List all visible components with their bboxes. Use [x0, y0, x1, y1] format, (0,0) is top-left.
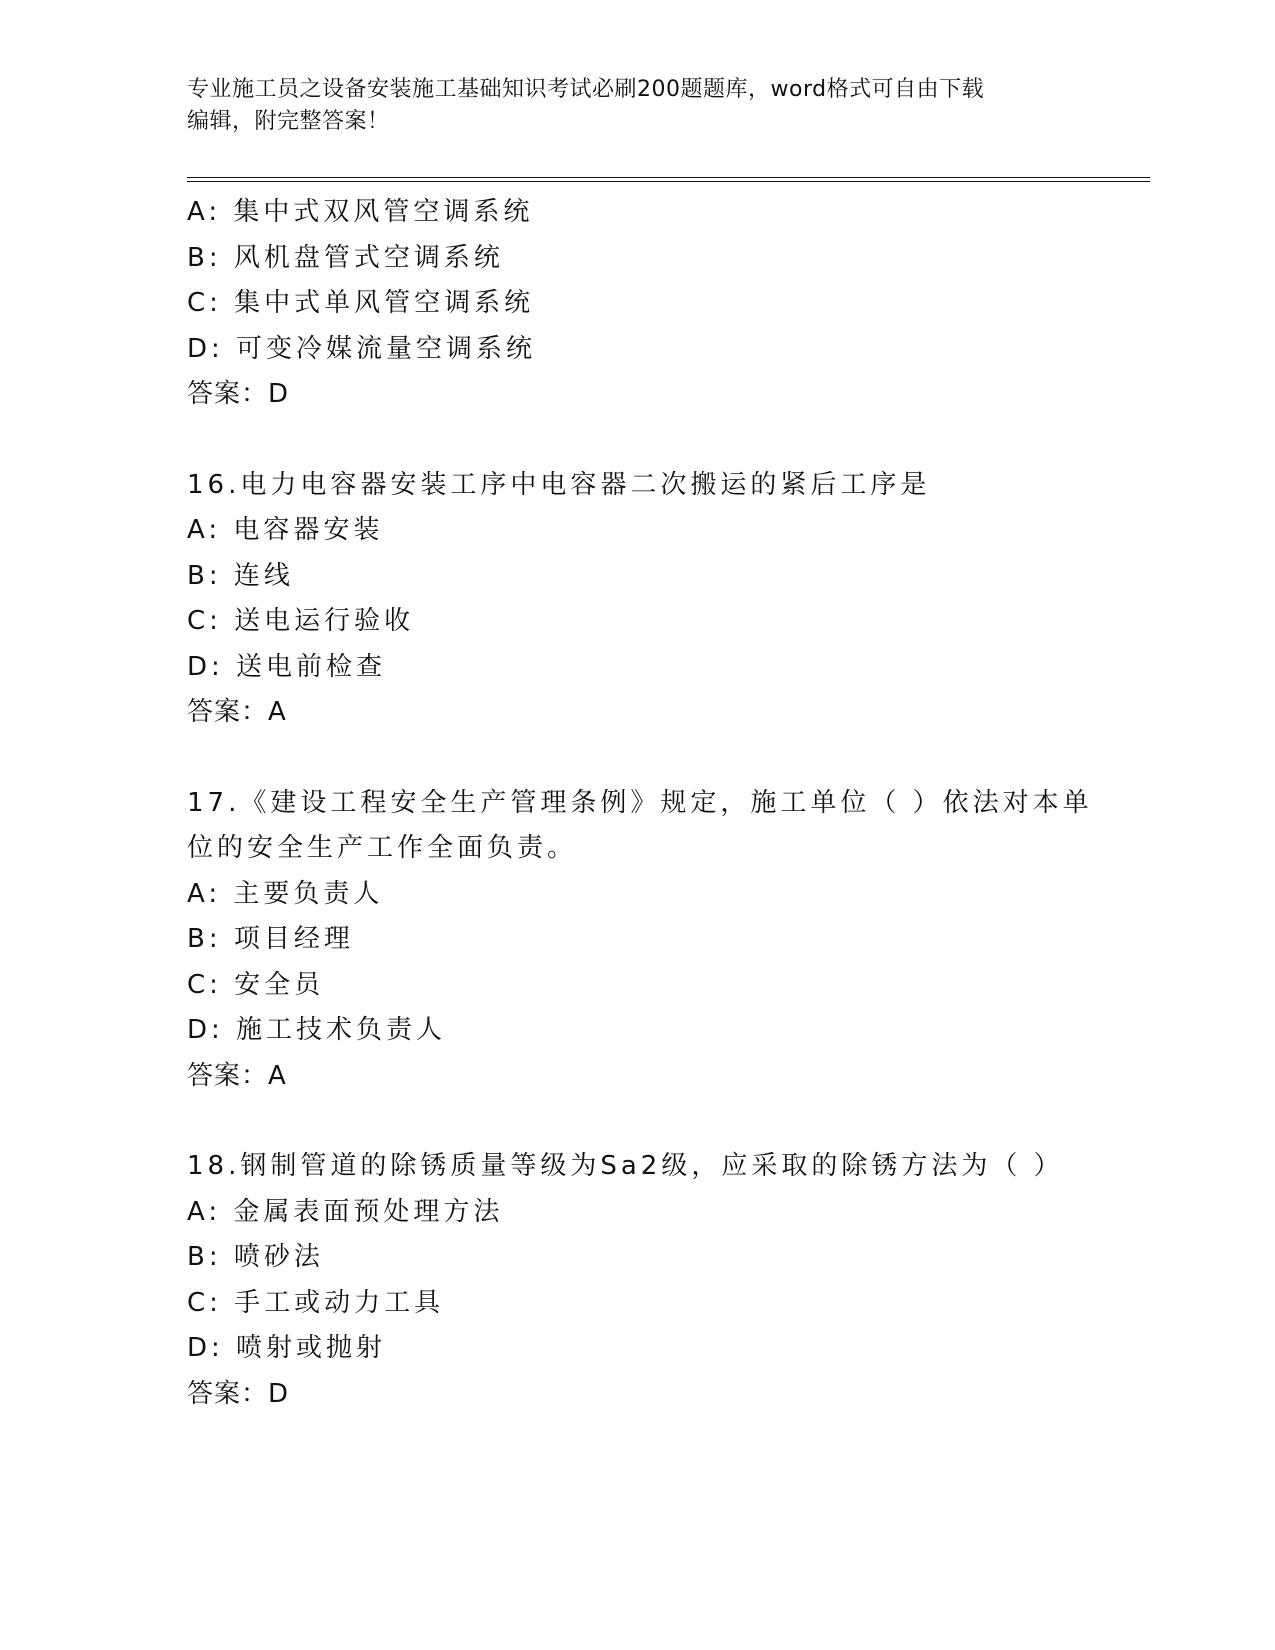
header-divider-top [187, 177, 1150, 178]
header-divider-bottom [187, 181, 1150, 182]
option-d: D: 送电前检查 [187, 651, 387, 682]
option-c: C: 集中式单风管空调系统 [187, 288, 535, 318]
question-stem-continued: 位的安全生产工作全面负责。 [187, 833, 578, 863]
question-list [187, 190, 1093, 1417]
option-d: D: 施工技术负责人 [187, 1015, 447, 1045]
option-d: D: 可变冷媒流量空调系统 [187, 333, 537, 364]
option-c: C: 安全员 [187, 969, 325, 1000]
option-a: A: 集中式双风管空调系统 [187, 197, 534, 227]
header-line-1: 专业施工员之设备安装施工基础知识考试必刷200题题库，word格式可自由下载 [187, 77, 985, 102]
option-d: D: 喷射或抛射 [187, 1333, 387, 1363]
option-c: C: 送电运行验收 [187, 606, 415, 636]
spacer [187, 736, 1087, 781]
spacer [187, 1099, 1087, 1144]
question-18 [187, 1144, 1087, 1417]
spacer [187, 418, 1087, 463]
answer: 答案：D [187, 379, 290, 409]
option-b: B: 喷砂法 [187, 1242, 324, 1272]
question-16 [187, 463, 1087, 736]
question-stem: 18.钢制管道的除锈质量等级为Sa2级，应采取的除锈方法为（ ） [187, 1151, 1064, 1181]
option-b: B: 连线 [187, 560, 294, 591]
option-a: A: 主要负责人 [187, 878, 384, 909]
header-line-2: 编辑，附完整答案！ [187, 109, 390, 134]
option-a: A: 金属表面预处理方法 [187, 1196, 504, 1227]
answer: 答案：A [187, 697, 287, 727]
option-b: B: 风机盘管式空调系统 [187, 242, 504, 273]
document-header [187, 74, 1067, 138]
question-17 [187, 781, 1093, 1100]
question-stem: 17.《建设工程安全生产管理条例》规定，施工单位（ ）依法对本单 [187, 787, 1093, 818]
question-15 [187, 190, 1087, 418]
option-c: C: 手工或动力工具 [187, 1287, 445, 1318]
option-a: A: 电容器安装 [187, 515, 384, 545]
option-b: B: 项目经理 [187, 924, 354, 954]
answer: 答案：D [187, 1378, 290, 1409]
answer: 答案：A [187, 1060, 287, 1091]
question-stem: 16.电力电容器安装工序中电容器二次搬运的紧后工序是 [187, 469, 931, 500]
